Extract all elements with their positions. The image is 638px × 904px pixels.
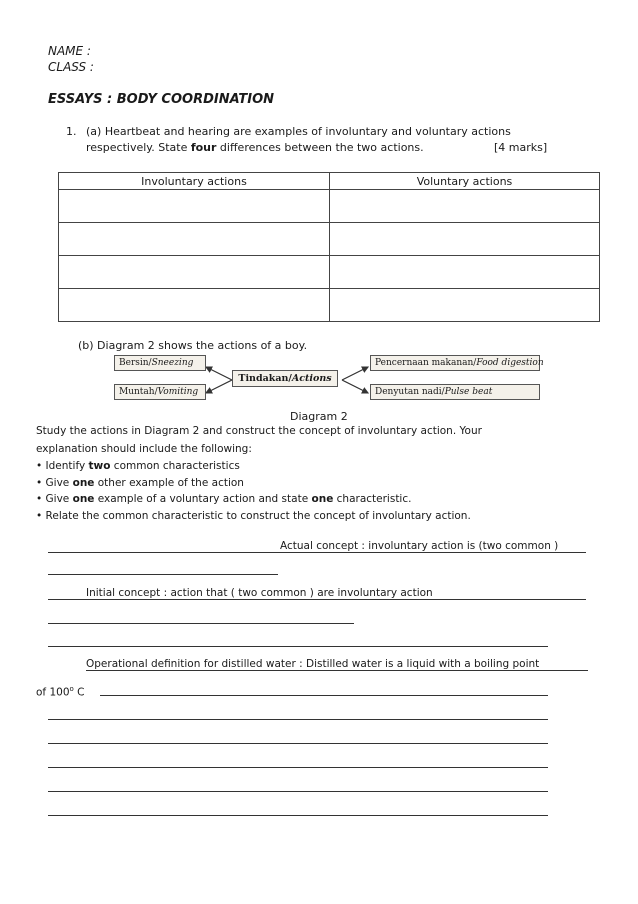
- diagram-label-bm: Bersin/: [119, 358, 152, 368]
- diagram-caption: Diagram 2: [290, 410, 348, 423]
- instruction-line2: explanation should include the following:: [36, 443, 252, 455]
- question-number: 1.: [66, 125, 77, 138]
- bullet-identify: [36, 460, 240, 472]
- diagram-label-en: Food digestion: [476, 358, 544, 368]
- bullet-text: • Give: [36, 477, 73, 489]
- diagram-box-actions: [232, 370, 338, 387]
- answer-actual-concept: Actual concept : involuntary action is (two common ): [280, 540, 559, 552]
- answer-line[interactable]: [48, 646, 548, 647]
- page-title: ESSAYS : BODY COORDINATION: [48, 92, 275, 107]
- bullet-text: • Identify: [36, 460, 89, 472]
- answer-text: C: [73, 686, 85, 699]
- bullet-relate: • Relate the common characteristic to construct the concept of involuntary action.: [36, 510, 471, 522]
- bullet-text: example of a voluntary action and state: [94, 493, 312, 505]
- answer-line[interactable]: [48, 791, 548, 792]
- diagram-label-bm: Tindakan/: [238, 373, 292, 384]
- diagram-label-en: Pulse beat: [444, 387, 493, 397]
- diagram-label-en: Vomiting: [157, 387, 199, 397]
- diagram-box-food-digestion: [370, 355, 544, 371]
- emphasis-one: one: [72, 493, 95, 505]
- diagram-box-sneezing: [114, 355, 206, 371]
- bullet-text: characteristic.: [333, 493, 412, 505]
- bullet-text: • Give: [36, 493, 73, 505]
- answer-line[interactable]: [48, 599, 586, 600]
- instruction-line1: Study the actions in Diagram 2 and construct the concept of involuntary action. Your: [36, 425, 482, 437]
- answer-operational-definition: Operational definition for distilled water : Distilled water is a liquid with a boiling point: [86, 658, 540, 670]
- diagram-label-en: Actions: [291, 373, 332, 384]
- emphasis-one: one: [311, 493, 334, 505]
- answer-line[interactable]: [86, 670, 588, 671]
- diagram-box-vomiting: [114, 384, 206, 400]
- answer-cell[interactable]: [330, 223, 600, 256]
- table-row: [59, 289, 600, 322]
- marks-label: [4 marks]: [494, 141, 548, 154]
- emphasis-one: one: [72, 477, 95, 489]
- table-row: [59, 256, 600, 289]
- diagram-label-bm: Muntah/: [119, 387, 158, 397]
- question-1a-line2-pre: respectively. State: [86, 141, 191, 154]
- answer-cell[interactable]: [330, 289, 600, 322]
- answer-line[interactable]: [48, 767, 548, 768]
- degree-symbol: o: [69, 685, 74, 693]
- answer-line[interactable]: [48, 815, 548, 816]
- answer-cell[interactable]: [59, 256, 330, 289]
- emphasis-four: four: [190, 141, 217, 154]
- bullet-text: common characteristics: [110, 460, 240, 472]
- answer-boiling-point: [36, 685, 84, 699]
- answer-cell[interactable]: [59, 190, 330, 223]
- diagram-label-en: Sneezing: [151, 358, 194, 368]
- answer-line[interactable]: [48, 719, 548, 720]
- answer-line[interactable]: [48, 623, 354, 624]
- table-row: [59, 223, 600, 256]
- answer-line[interactable]: [48, 552, 586, 553]
- actions-diagram: [106, 352, 542, 408]
- diagram-label-bm: Denyutan nadi/: [375, 387, 445, 397]
- class-label: CLASS :: [48, 60, 94, 74]
- question-1a-line2: [86, 141, 424, 154]
- table-row: [59, 190, 600, 223]
- answer-cell[interactable]: [330, 190, 600, 223]
- answer-line[interactable]: [48, 743, 548, 744]
- answer-line[interactable]: [100, 695, 548, 696]
- question-1b-intro: (b) Diagram 2 shows the actions of a boy.: [78, 339, 308, 352]
- answer-cell[interactable]: [59, 289, 330, 322]
- column-header-voluntary: Voluntary actions: [330, 173, 600, 190]
- answer-table: [58, 172, 600, 322]
- bullet-give-other: [36, 477, 244, 489]
- bullet-text: other example of the action: [94, 477, 244, 489]
- diagram-label-bm: Pencernaan makanan/: [375, 358, 477, 368]
- answer-initial-concept: Initial concept : action that ( two common ) are involuntary action: [86, 587, 433, 599]
- question-1a-line1: (a) Heartbeat and hearing are examples of involuntary and voluntary actions: [86, 125, 511, 138]
- column-header-involuntary: Involuntary actions: [59, 173, 330, 190]
- answer-line[interactable]: [48, 574, 278, 575]
- bullet-give-voluntary: [36, 493, 411, 505]
- emphasis-two: two: [88, 460, 111, 472]
- answer-cell[interactable]: [330, 256, 600, 289]
- answer-text: of 100: [36, 686, 70, 699]
- table-header-row: [59, 173, 600, 190]
- diagram-box-pulse-beat: [370, 384, 540, 400]
- name-label: NAME :: [48, 44, 91, 58]
- question-1a-line2-post: differences between the two actions.: [216, 141, 424, 154]
- answer-cell[interactable]: [59, 223, 330, 256]
